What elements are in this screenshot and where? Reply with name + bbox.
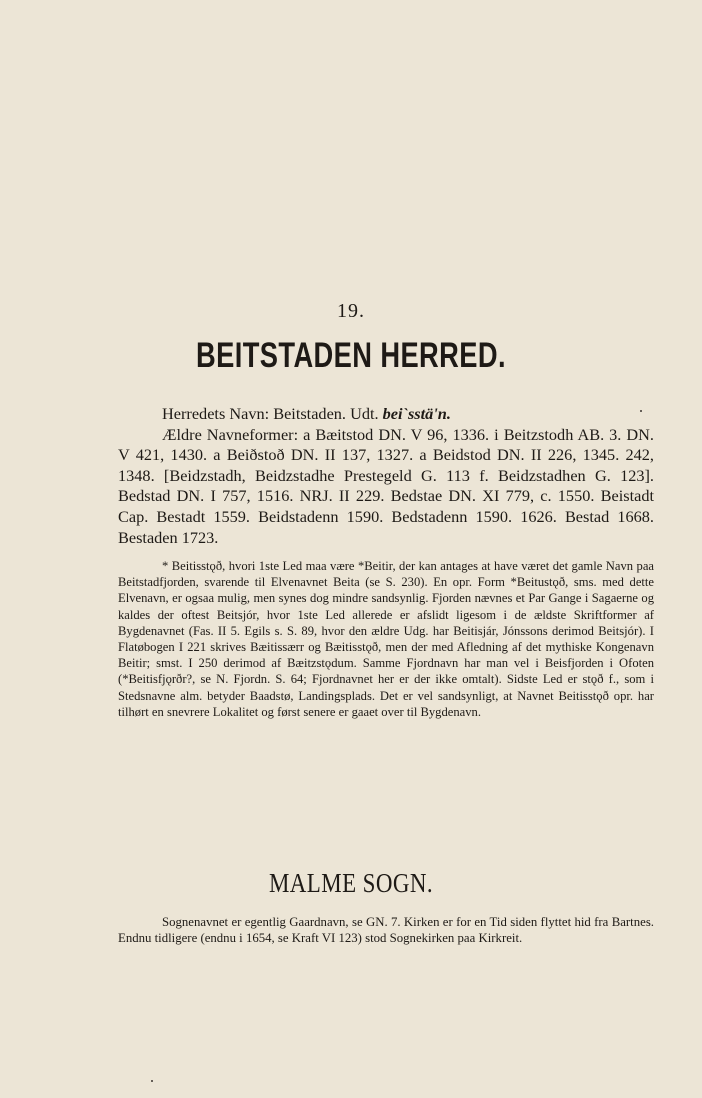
paper-speck [151,1080,153,1082]
name-prefix: Herredets Navn: Beitstaden. Udt. [162,404,383,423]
section-body [118,914,654,946]
section-title: MALME SOGN. [268,868,434,898]
section-body-text: Sognenavnet er egentlig Gaardnavn, se GN. 7. Kirken er for en Tid siden flyttet hid fra Bartnes. Endnu tidligere (endnu i 1654, se Kraft VI 123) stod Sognekirken paa Kirkreit. [118,915,654,945]
name-paragraph [118,404,654,425]
pronunciation: bei`sstä'n. [382,404,451,423]
main-body [118,404,654,548]
etymology-note [118,558,654,720]
paper-speck [640,410,642,412]
page-number: 19. [337,300,365,322]
chapter-title: BEITSTADEN HERRED. [196,336,506,375]
etymology-note-text: * Beitisstǫð, hvori 1ste Led maa være *Beitir, der kan antages at have været det gamle Navn paa Beitstadfjorden, svarende til Elvenavnet Beita (se S. 230). En opr. Form *Beitustǫð, sms. med dette Elvenavn, er ogsaa mulig, men synes dog mindre sandsynlig. Fjorden nævnes et Par Gange i Sagaerne og kaldes der oftest Beitsjór, hvor 1ste Led allerede er afslidt ligesom i de ældste Skriftformer af Bygdenavnet (Fas. II 5. Egils s. S. 89, hvor den ældre Udg. har Beitisjár, Jónssons derimod Beitsjór). I Flatøbogen I 221 skrives Bæitissærr og Bæitisstǫð, men der med Afledning af det mythiske Kongenavn Beitir; smst. I 250 derimod af Bæitzstǫdum. Samme Fjordnavn har man vel i Beisfjorden i Ofoten (*Beitisfjǫrðr?, se N. Fjordn. S. 64; Fjordnavnet her er der ikke omtalt). Sidste Led er stǫð f., som i Stedsnavne alm. betyder Baadstø, Landingsplads. Det er vel sandsynligt, at Navnet Beitisstǫð opr. har tilhørt en snevrere Lokalitet og først senere er gaaet over til Bygdenavn. [118,559,654,719]
older-forms-paragraph: Ældre Navneformer: a Bæitstod DN. V 96, 1336. i Beitzstodh AB. 3. DN. V 421, 1430. a Beiðstoð DN. II 137, 1327. a Beidstod DN. II 226, 1345. 242, 1348. [Beidzstadh, Beidzstadhe Prestegeld G. 113 f. Beidzstadhen G. 123]. Bedstad DN. I 757, 1516. NRJ. II 229. Bedstae DN. XI 779, c. 1550. Beistadt Cap. Bestadt 1559. Beidstadenn 1590. Bedstadenn 1590. 1626. Bestad 1668. Bestaden 1723. [118,424,654,547]
